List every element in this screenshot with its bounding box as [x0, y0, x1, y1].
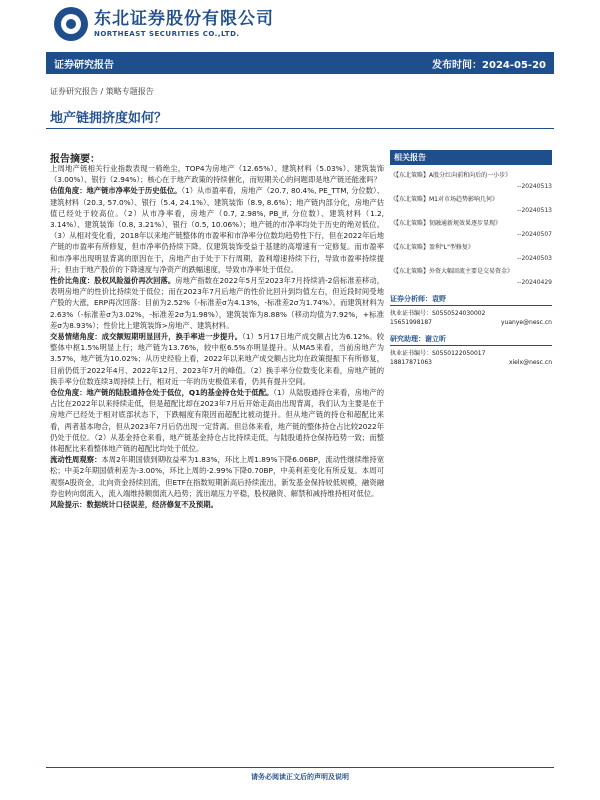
analyst-phone: 15651998187: [390, 319, 432, 326]
footer-divider: [46, 767, 554, 768]
banner-report-type: 证券研究报告: [54, 59, 114, 71]
company-name-en: NORTHEAST SECURITIES CO.,LTD.: [94, 30, 240, 38]
summary-paragraph: 风险提示：数据统计口径误差，经济修复不及预期。: [50, 500, 218, 510]
logo-emblem-icon: [54, 7, 88, 41]
related-reports-heading: 相关报告: [390, 150, 552, 165]
company-logo: [54, 5, 274, 43]
banner-publish-date: 发布时间：2024-05-20: [432, 59, 546, 71]
sidebar: [390, 150, 552, 367]
summary-body: [50, 163, 384, 510]
summary-paragraph: 仓位角度：地产链的陆股通持仓处于低位，Q1的基金持仓处于低配。（1）从陆股通持仓来看，房地产的占比在2022年以来持续走低，但是超配比却在2023年7月后开始走高由出现背离，我们认为主要是在于房地产已经处于相对底部状态下，下跌幅度有限因而超配比被动提升。但从地产链的持仓和超配比来看，两者基本吻合，但从2023年7月后仍出现一定背离。但总体来看，地产链的整体持仓占比较2022年仍处于低位。（2）从基金持仓来看，地产链基金持仓占比持续走低，与陆股通持仓保持趋势一致；而整体超配比来看整体地产链的超配比均处于低位。: [50, 388, 384, 454]
analyst-cert: 执业证书编号：S0550122050017: [390, 350, 486, 357]
analyst-email[interactable]: xielx@nesc.cn: [508, 359, 552, 366]
analyst-role: 研究助理：谢立昕: [390, 335, 552, 346]
analyst-info: [390, 295, 552, 367]
title-divider: [46, 128, 554, 129]
summary-paragraph: 交易情绪角度：成交额短期明显回升，换手率进一步提升。（1）5月17日地产成交额占比为6.12%。较整体中枢1.5%明显上行；地产链为13.76%，较中枢6.5%亦明显提升。从MA5来看，当前房地产为3.57%，地产链为10.02%；从历史经验上看，2022年以来地产成交额占比均在政策提振下有所修复，目前仍低于2022年4月、2022年12月、2023年7月的峰值。（2）换手率分位数变化来看，房地产链的换手率分位数连续3周持续上行，相对近一年的历史极值来看，仍具有提升空间。: [50, 332, 384, 386]
breadcrumb: 证券研究报告 / 策略专题报告: [50, 87, 154, 96]
company-name-cn: 东北证券股份有限公司: [94, 9, 274, 29]
related-report[interactable]: 《【东北策略】A股分红向前和向后的一小步》 --20240513: [390, 172, 552, 190]
summary-paragraph: 估值角度：地产链市净率处于历史低位。（1）从市盈率看，房地产（20.7, 80.4%, PE_TTM, 分位数）、建筑材料（20.3, 57.0%）、银行（5.4, 24.1%）、建筑装饰（8.9, 8.6%）；地产链内部分化，房地产估值已经处于较高位。（2）从市净率看，房地产（0.7, 2.98%, PB_lf, 分位数）、建筑材料（1.2, 3.14%）、建筑装饰（0.8, 3.21%）、银行（0.5, 10.06%）；地产链的市净率均处于历史的绝对低位。（3）从相对变化看，2018年以来地产链整体的市盈率和市净率分位数均趋势性下行，但在2022年后地产链的市盈率有所修复，但市净率仍持续下降。仅建筑装饰受益于基建的高增速有一定修复。而市盈率和市净率出现明显背离的原因在于，房地产由于处于下行周期，盈利增速持续下行，导致市盈率持续提升；但由于地产股价的下降速度与净资产的跌幅速度，导致市净率处于低位。: [50, 186, 385, 274]
report-banner: [46, 52, 554, 74]
analyst-cert: 执业证书编号：S0550524030002: [390, 310, 486, 317]
related-report[interactable]: 《【东北策略】外资大幅回流主要是交易资金》 --20240429: [390, 268, 552, 286]
report-title: 地产链拥挤度如何？: [50, 111, 168, 126]
related-report[interactable]: 《【东北策略】M1对市场趋势影响几何》 --20240513: [390, 196, 552, 214]
related-report[interactable]: 《【东北策略】盈利"L"型修复》 --20240503: [390, 244, 552, 262]
footer-disclaimer: 请务必阅读正文后的声明及说明: [251, 773, 349, 781]
analyst-role: 证券分析师：袁野: [390, 295, 552, 306]
summary-paragraph: 上周地产链相关行业指数表现一骑绝尘，TOP4为房地产（12.65%）、建筑材料（5.03%）、建筑装饰（3.00%）、银行（2.94%）；核心在于地产政策的持续催化，而短期关心的问题即是地产链还能涨吗？: [50, 164, 384, 185]
summary-heading: 报告摘要：: [50, 154, 100, 165]
summary-paragraph: 流动性周观察：本周2年期国债到期收益率为1.83%，环比上周1.89%下降6.06BP，流动性继续维持宽松；中美2年期国债利差为-3.00%，环比上周的-2.99%下降0.70BP，中美利差变化有所反复。本周可观察A股资金，北向资金持续回流，但ETF在指数短期新高后持续流出，新发基金保持较低规模，融资融券也转向弱流入，流入端维持额弱流入趋势；流出端压力平稳，股权融资、解禁和减持维持相对低位。: [50, 455, 384, 498]
related-report[interactable]: 《【东北策略】韧融通新规效果逐步显现》 --20240507: [390, 220, 552, 238]
summary-paragraph: 性价比角度：股权风险溢价再次回落。房地产指数在2022年5月至2023年7月持续消-2倍标准差移动，表明房地产的性价比持续处于低位；而在2023年7月后地产的性价比回升到均值左右，但近段时间受地产股的大涨，ERP再次回落：目前为2.52%（-标准差σ为4.13%，-标准差2σ为1.74%）。而建筑材料为2.63%（-标准差σ为3.02%，-标准差2σ为1.98%），建筑装饰为8.88%（移动均值为7.92%，+标准差σ为8.93%）；性价比上建筑装饰>房地产、建筑材料。: [50, 276, 385, 330]
analyst-email[interactable]: yuanye@nesc.cn: [500, 319, 552, 326]
analyst-phone: 18817871063: [390, 359, 432, 366]
